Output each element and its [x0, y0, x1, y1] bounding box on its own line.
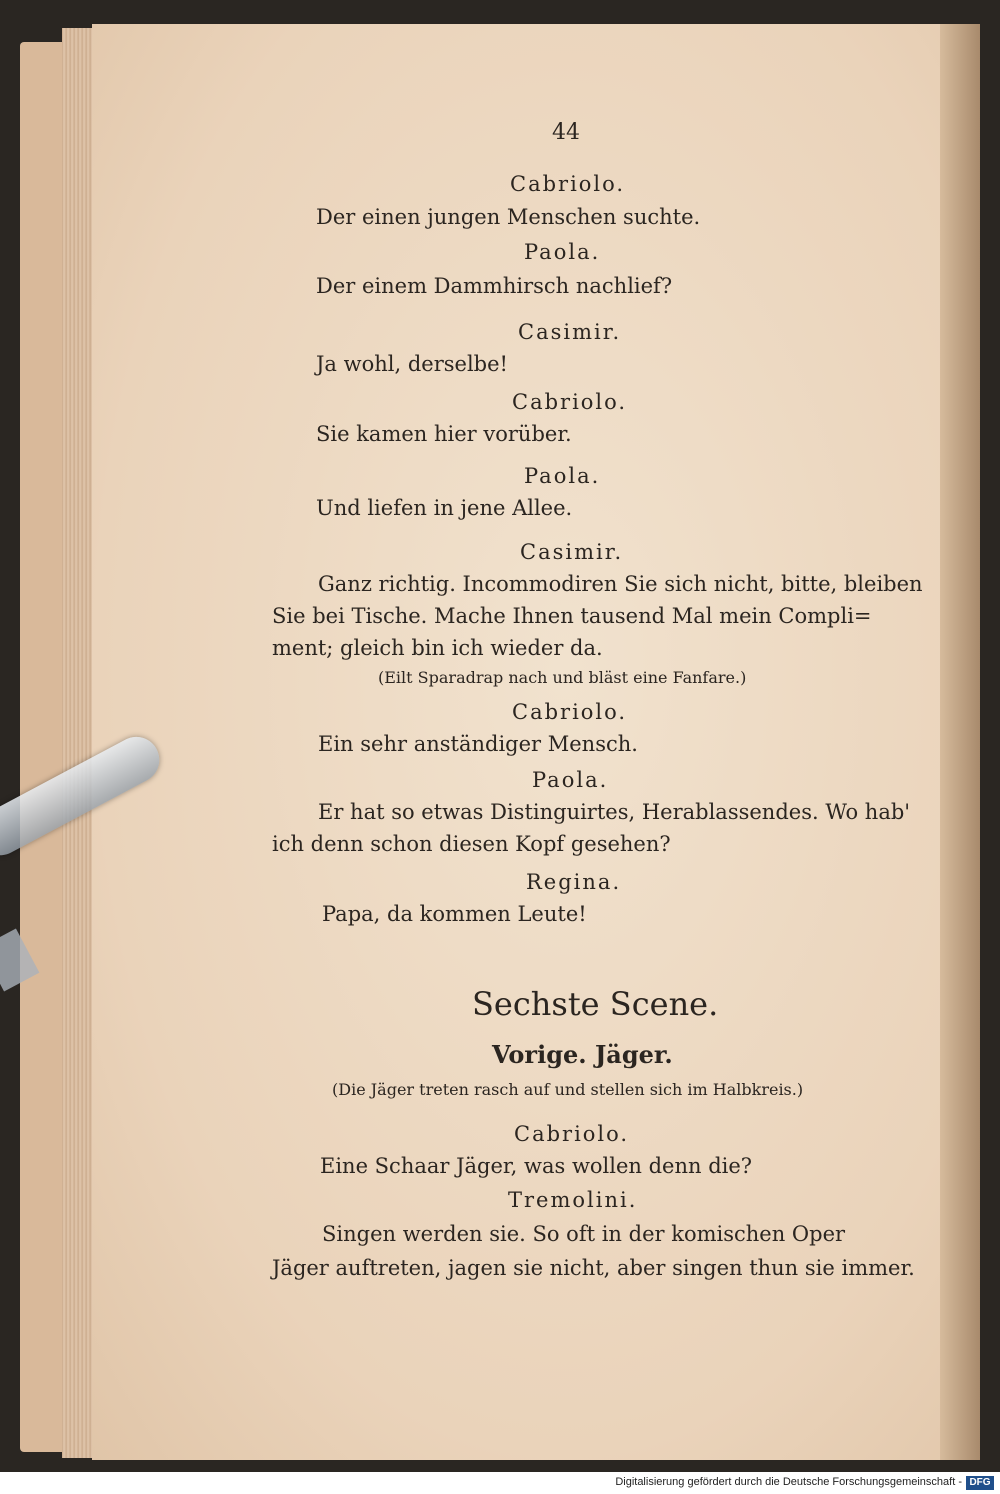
speech-line: Sie bei Tische. Mache Ihnen tausend Mal mein Compli= [272, 604, 872, 628]
page-gutter [940, 24, 980, 1460]
speech-line: ment; gleich bin ich wieder da. [272, 636, 603, 660]
scene-persons: Vorige. Jäger. [492, 1040, 673, 1069]
dfg-logo: DFG [966, 1476, 994, 1490]
speaker-name: Paola. [524, 464, 601, 488]
funding-credit: Digitalisierung gefördert durch die Deutsche Forschungsgemeinschaft - [615, 1476, 962, 1488]
speaker-name: Cabriolo. [510, 172, 626, 196]
speaker-name: Tremolini. [508, 1188, 638, 1212]
speaker-name: Casimir. [520, 540, 624, 564]
scene-title: Sechste Scene. [472, 985, 719, 1023]
speech-line: Singen werden sie. So oft in der komischen Oper [322, 1222, 846, 1246]
stage-direction: (Eilt Sparadrap nach und bläst eine Fanfare.) [378, 668, 747, 687]
speaker-name: Cabriolo. [512, 390, 628, 414]
speaker-name: Regina. [526, 870, 622, 894]
speaker-name: Paola. [524, 240, 601, 264]
speech-line: Ganz richtig. Incommodiren Sie sich nicht, bitte, bleiben [318, 572, 923, 596]
speaker-name: Cabriolo. [512, 700, 628, 724]
speaker-name: Casimir. [518, 320, 622, 344]
speech-line: Papa, da kommen Leute! [322, 902, 587, 926]
speech-line: Der einen jungen Menschen suchte. [316, 205, 701, 229]
speech-line: Ein sehr anständiger Mensch. [318, 732, 638, 756]
speech-line: Eine Schaar Jäger, was wollen denn die? [320, 1154, 753, 1178]
speech-line: ich denn schon diesen Kopf gesehen? [272, 832, 671, 856]
stage-direction: (Die Jäger treten rasch auf und stellen sich im Halbkreis.) [332, 1080, 804, 1099]
speech-line: Ja wohl, derselbe! [316, 352, 508, 376]
speech-line: Sie kamen hier vorüber. [316, 422, 572, 446]
speaker-name: Paola. [532, 768, 609, 792]
speech-line: Der einem Dammhirsch nachlief? [316, 274, 673, 298]
speech-line: Jäger auftreten, jagen sie nicht, aber singen thun sie immer. [272, 1256, 915, 1280]
speaker-name: Cabriolo. [514, 1122, 630, 1146]
speech-line: Er hat so etwas Distinguirtes, Herablassendes. Wo hab' [318, 800, 911, 824]
page-number: 44 [552, 120, 580, 145]
speech-line: Und liefen in jene Allee. [316, 496, 573, 520]
